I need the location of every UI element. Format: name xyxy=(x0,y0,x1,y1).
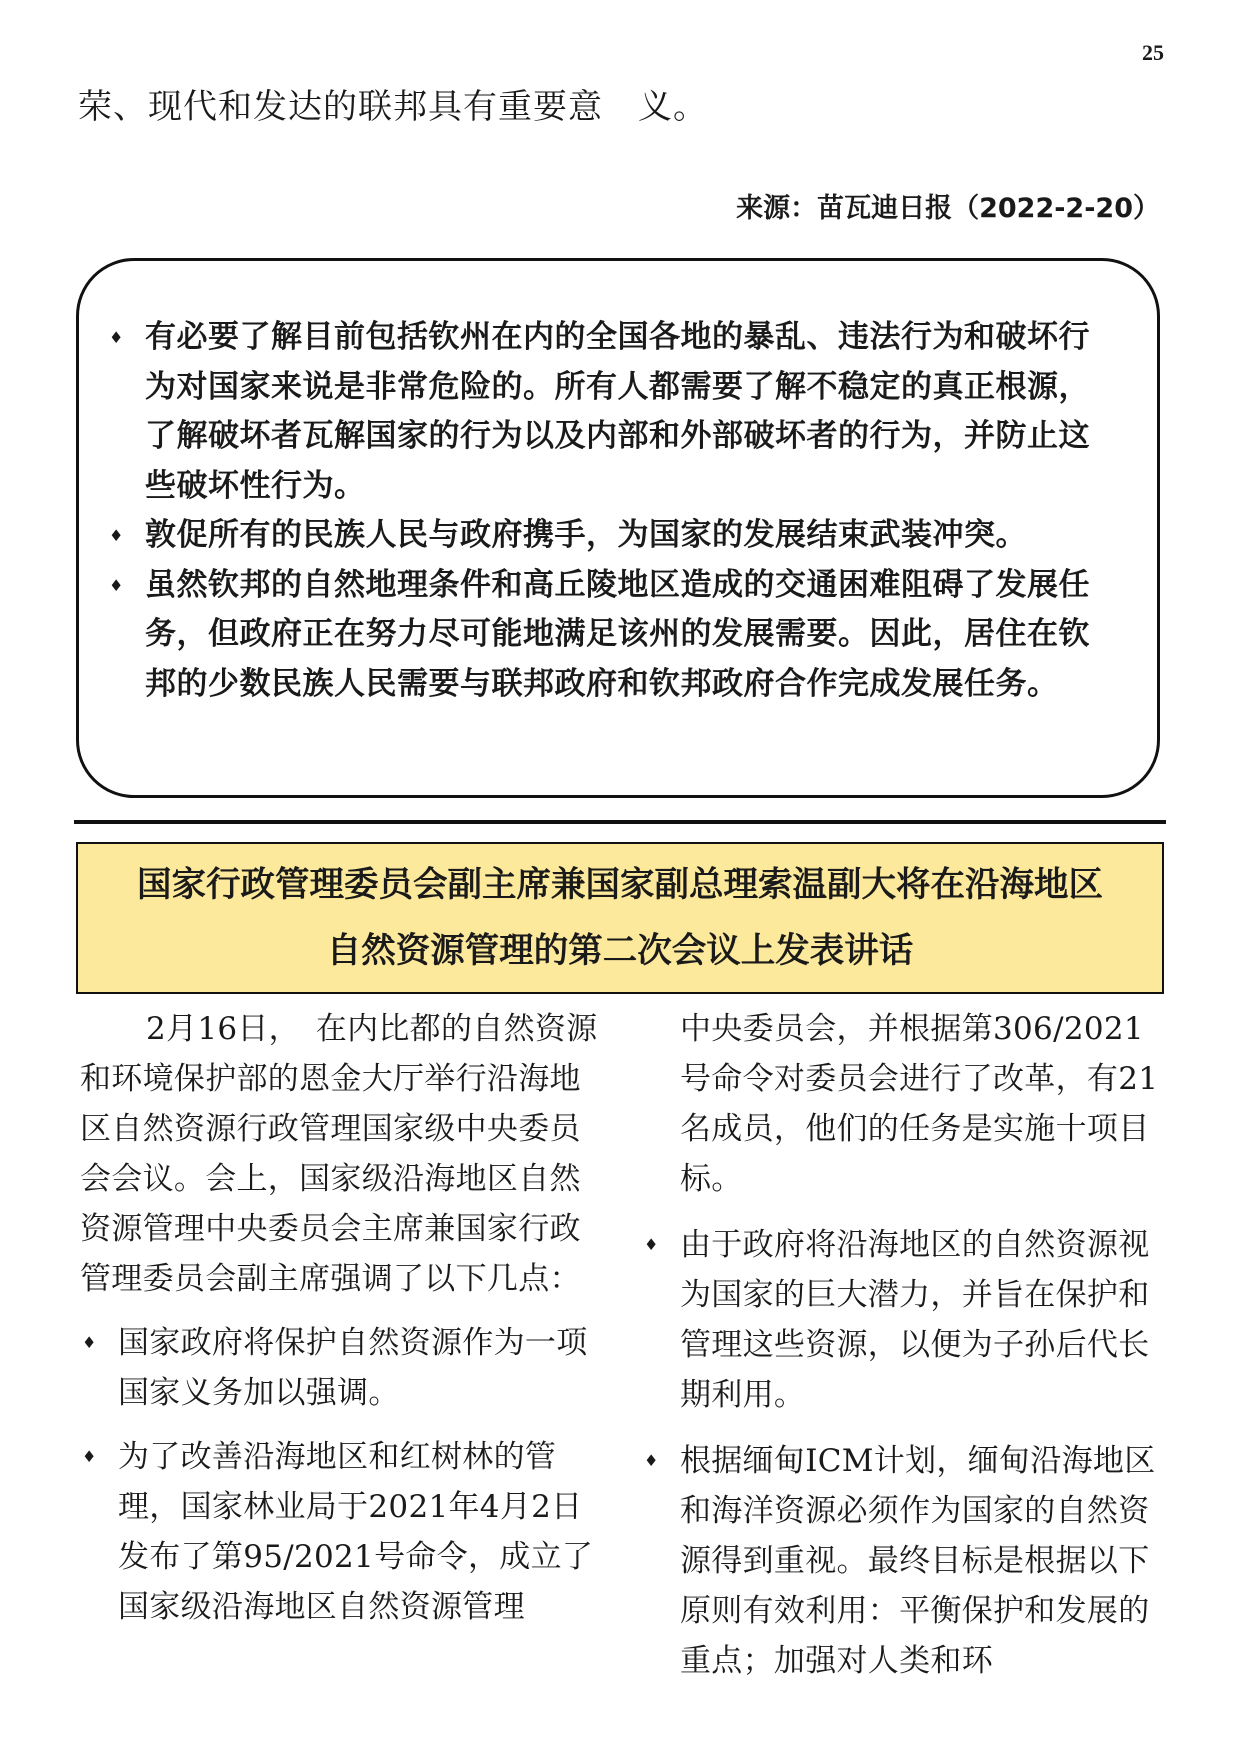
diamond-bullet-icon: ♦ xyxy=(109,328,124,347)
article-column-left xyxy=(80,1004,600,1632)
article-bullet-text: 为了改善沿海地区和红树林的管理，国家林业局于2021年4月2日发布了第95/2021号命令，成立了国家级沿海地区自然资源管理 xyxy=(118,1439,594,1625)
article-title-line: 自然资源管理的第二次会议上发表讲话 xyxy=(326,931,914,971)
article-bullet-text: 由于政府将沿海地区的自然资源视为国家的巨大潜力，并旨在保护和管理这些资源，以便为子孙后代长期利用。 xyxy=(680,1227,1150,1413)
intro-paragraph-end: 荣、现代和发达的联邦具有重要意 义。 xyxy=(78,87,708,127)
summary-item xyxy=(109,561,1115,710)
summary-list xyxy=(109,313,1115,709)
summary-item-text: 有必要了解目前包括钦州在内的全国各地的暴乱、违法行为和破坏行为对国家来说是非常危险的。所有人都需要了解不稳定的真正根源，了解破坏者瓦解国家的行为以及内部和外部破坏者的行为，并防止这些破坏性行为。 xyxy=(145,319,1090,504)
right-bullet-list xyxy=(642,1220,1162,1686)
summary-item-text: 敦促所有的民族人民与政府携手，为国家的发展结束武装冲突。 xyxy=(145,517,1027,553)
continued-text: 中央委员会，并根据第306/2021号命令对委员会进行了改革，有21名成员，他们的任务是实施十项目标。 xyxy=(680,1011,1159,1197)
article-bullet-item xyxy=(80,1318,600,1418)
article-title-line: 国家行政管理委员会副主席兼国家副总理索温副大将在沿海地区 xyxy=(137,865,1103,905)
summary-item-text: 虽然钦邦的自然地理条件和高丘陵地区造成的交通困难阻碍了发展任务，但政府正在努力尽可能地满足该州的发展需要。因此，居住在钦邦的少数民族人民需要与联邦政府和钦邦政府合作完成发展任务。 xyxy=(145,566,1090,702)
article-bullet-text: 国家政府将保护自然资源作为一项国家义务加以强调。 xyxy=(118,1325,588,1411)
article-bullet-text: 根据缅甸ICM计划，缅甸沿海地区和海洋资源必须作为国家的自然资源得到重视。最终目标是根据以下原则有效利用：平衡保护和发展的重点；加强对人类和环 xyxy=(680,1443,1156,1679)
article-bullet-item xyxy=(80,1432,600,1632)
article-column-right xyxy=(642,1004,1162,1686)
article-bullet-item xyxy=(642,1220,1162,1420)
article-bullet-item xyxy=(642,1436,1162,1686)
diamond-bullet-icon: ♦ xyxy=(644,1451,659,1470)
source-citation: 来源：苗瓦迪日报（2022-2-20） xyxy=(736,193,1160,224)
page-number: 25 xyxy=(1142,40,1164,65)
diamond-bullet-icon: ♦ xyxy=(82,1333,97,1352)
article-title-banner xyxy=(76,842,1164,994)
diamond-bullet-icon: ♦ xyxy=(644,1235,659,1254)
section-divider xyxy=(74,820,1166,824)
lead-paragraph: 2月16日， 在内比都的自然资源和环境保护部的恩金大厅举行沿海地区自然资源行政管理国家级中央委员会会议。会上，国家级沿海地区自然资源管理中央委员会主席兼国家行政管理委员会副主席强调了以下几点： xyxy=(80,1011,598,1297)
diamond-bullet-icon: ♦ xyxy=(82,1447,97,1466)
left-bullet-list xyxy=(80,1318,600,1632)
diamond-bullet-icon: ♦ xyxy=(109,526,124,545)
summary-item xyxy=(109,511,1115,561)
diamond-bullet-icon: ♦ xyxy=(109,575,124,595)
summary-item xyxy=(109,313,1115,511)
summary-box xyxy=(76,258,1160,798)
